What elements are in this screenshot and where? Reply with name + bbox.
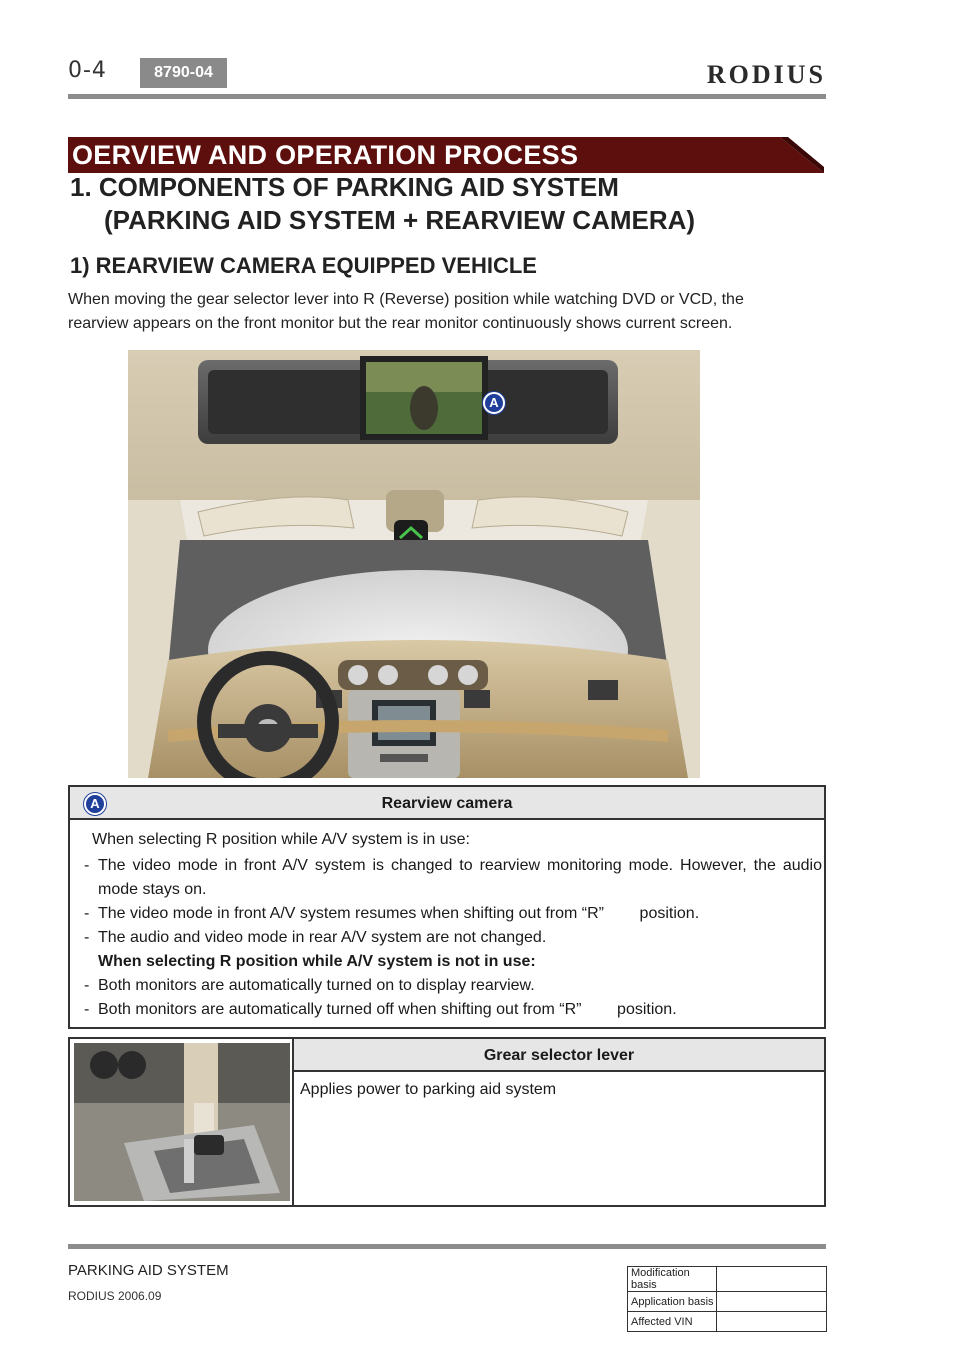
intro-paragraph [68, 288, 828, 336]
interior-illustration [128, 350, 700, 778]
intro-line1: When moving the gear selector lever into R (Reverse) position while watching DVD or VCD, the [68, 291, 744, 308]
vehicle-interior-photo [128, 350, 700, 778]
rearview-camera-box [68, 785, 826, 1029]
brand-logo: RODIUS [706, 60, 826, 89]
main-heading [70, 171, 695, 237]
table-row [628, 1312, 827, 1332]
list-item: - The video mode in front A/V system resumes when shifting out from “R” position. [84, 905, 700, 922]
gear-selector-illustration [74, 1043, 290, 1201]
header-rule [68, 94, 826, 99]
footer-rule [68, 1244, 826, 1249]
sub-heading: 1) REARVIEW CAMERA EQUIPPED VEHICLE [70, 253, 537, 278]
intro-line2: rearview appears on the front monitor but the rear monitor continuously shows current screen. [68, 315, 733, 332]
table-row [628, 1267, 827, 1292]
list-item: - Both monitors are automatically turned off when shifting out from “R” position. [84, 1001, 677, 1018]
in-use-lead: When selecting R position while A/V system is in use: [92, 831, 470, 848]
footer-subtitle: RODIUS 2006.09 [68, 1289, 162, 1303]
gear-selector-title: Grear selector lever [294, 1039, 824, 1072]
list-item: - Both monitors are automatically turned on to display rearview. [84, 977, 535, 994]
main-heading-line2: (PARKING AID SYSTEM + REARVIEW CAMERA) [104, 205, 696, 235]
section-banner [68, 137, 824, 173]
list-item: - The audio and video mode in rear A/V system are not changed. [84, 929, 547, 946]
section-code-badge: 8790-04 [140, 58, 227, 88]
revision-table [627, 1266, 827, 1332]
revision-label: Modification basis [628, 1267, 717, 1292]
gear-selector-box [68, 1037, 826, 1207]
callout-marker-a-legend: A [84, 793, 106, 815]
callout-marker-a: A [483, 392, 505, 414]
revision-value [717, 1267, 827, 1292]
gear-selector-description: Applies power to parking aid system [300, 1081, 557, 1098]
not-in-use-subhead: When selecting R position while A/V system is not in use: [98, 953, 536, 970]
revision-value [717, 1312, 827, 1332]
gear-selector-photo [74, 1043, 290, 1201]
rearview-camera-title: Rearview camera [381, 795, 513, 812]
revision-label: Application basis [628, 1292, 717, 1312]
table-row [628, 1292, 827, 1312]
revision-label: Affected VIN [628, 1312, 717, 1332]
footer-title: PARKING AID SYSTEM [68, 1262, 229, 1279]
page-number: 0-4 [68, 58, 107, 83]
revision-value [717, 1292, 827, 1312]
rearview-camera-body [70, 822, 824, 1022]
list-item: - The video mode in front A/V system is changed to rearview monitoring mode. However, the audio mode stays on. [84, 857, 822, 898]
main-heading-line1: 1. COMPONENTS OF PARKING AID SYSTEM [70, 172, 619, 202]
banner-title: OERVIEW AND OPERATION PROCESS [72, 140, 579, 170]
rearview-camera-header [70, 787, 824, 820]
